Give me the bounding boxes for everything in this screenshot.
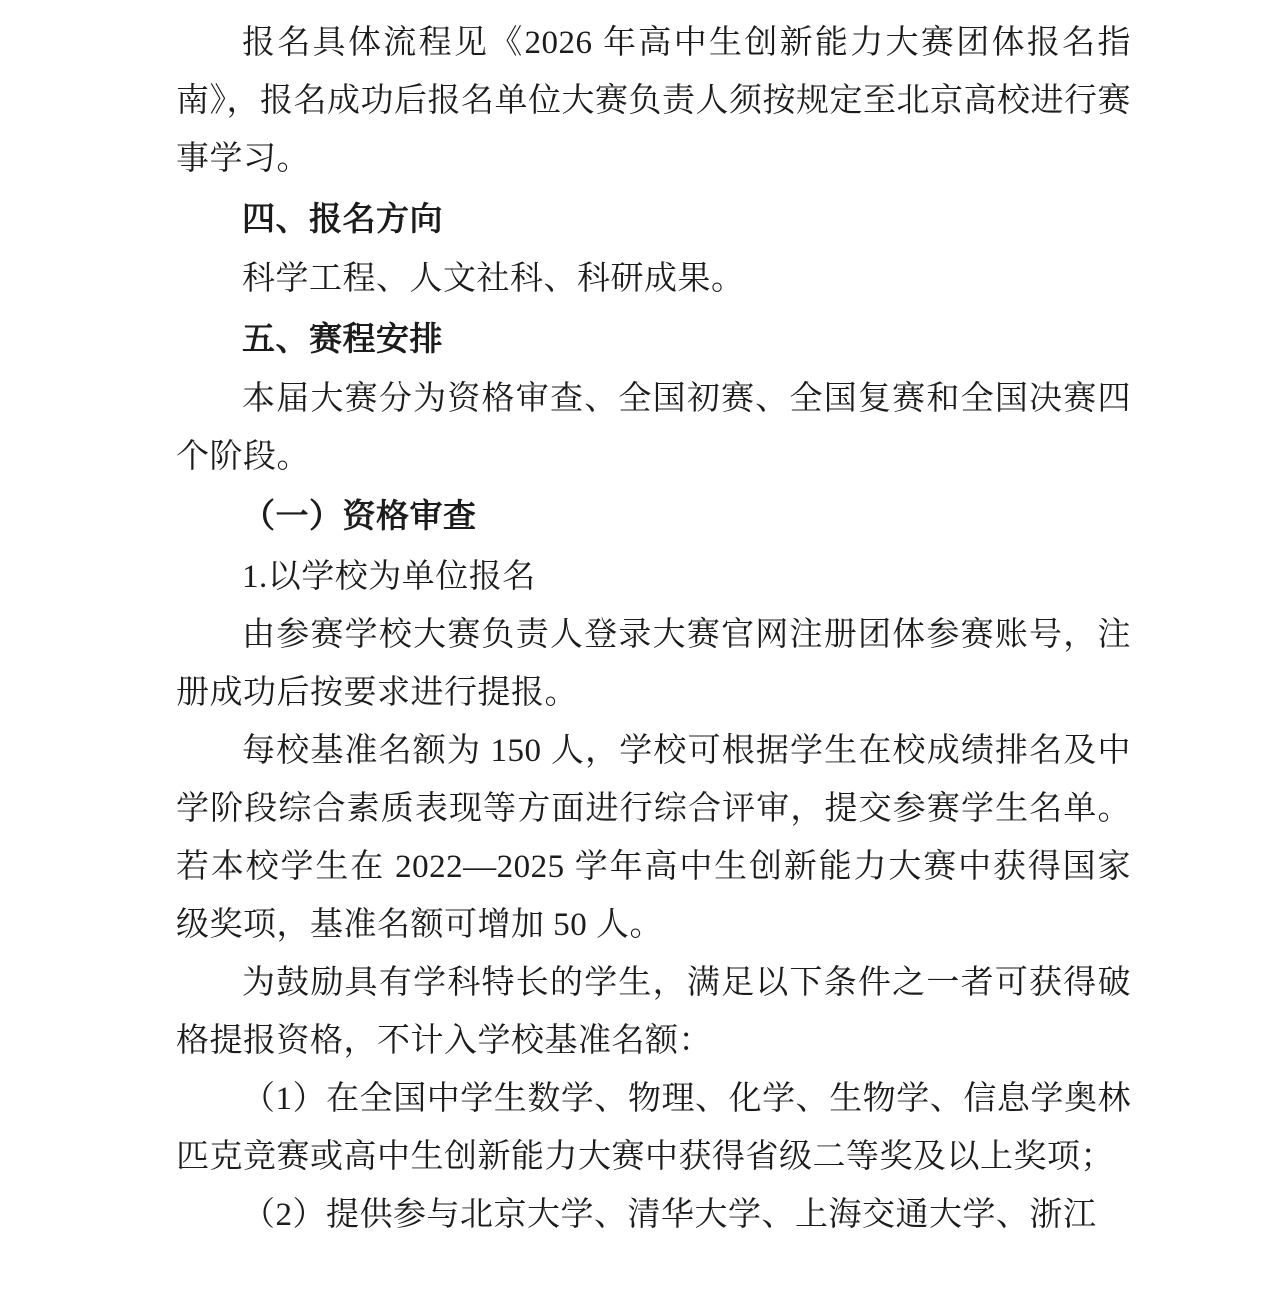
body-paragraph-registration-process: 报名具体流程见《2026 年高中生创新能力大赛团体报名指南》，报名成功后报名单位大赛负责人须按规定至北京高校进行赛事学习。 bbox=[176, 25, 1131, 177]
body-paragraph-directions: 科学工程、人文社科、科研成果。 bbox=[242, 261, 745, 297]
body-paragraph-condition-1: （1）在全国中学生数学、物理、化学、生物学、信息学奥林匹克竞赛或高中生创新能力大赛中获得省级二等奖及以上奖项； bbox=[176, 1081, 1131, 1175]
heading-section-4-registration-direction: 四、报名方向 bbox=[242, 200, 443, 237]
heading-section-5-schedule: 五、赛程安排 bbox=[242, 320, 443, 357]
body-paragraph-quota: 每校基准名额为 150 人，学校可根据学生在校成绩排名及中学阶段综合素质表现等方面进行综合评审，提交参赛学生名单。若本校学生在 2022—2025 学年高中生创新能力大赛中获得国家级奖项，基准名额可增加 50 人。 bbox=[176, 733, 1131, 943]
body-paragraph-school-unit-registration: 1.以学校为单位报名 bbox=[242, 559, 536, 595]
body-paragraph-special-talent: 为鼓励具有学科特长的学生，满足以下条件之一者可获得破格提报资格，不计入学校基准名额： bbox=[176, 965, 1131, 1059]
heading-subsection-1-qualification-review: （一）资格审查 bbox=[242, 499, 477, 535]
body-paragraph-account-registration: 由参赛学校大赛负责人登录大赛官网注册团体参赛账号，注册成功后按要求进行提报。 bbox=[176, 617, 1131, 711]
body-paragraph-stages: 本届大赛分为资格审查、全国初赛、全国复赛和全国决赛四个阶段。 bbox=[176, 381, 1131, 475]
body-paragraph-condition-2: （2）提供参与北京大学、清华大学、上海交通大学、浙江 bbox=[242, 1197, 1097, 1233]
